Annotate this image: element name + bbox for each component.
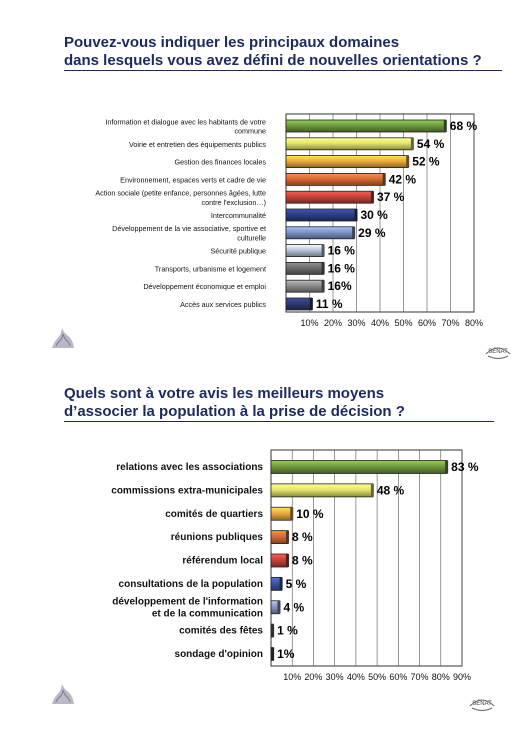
x-tick-label-90: 90% bbox=[452, 672, 472, 682]
value-label-4: 8 % bbox=[291, 553, 313, 568]
category-label-8: Transports, urbanisme et logement bbox=[154, 264, 266, 274]
value-label-2: 52 % bbox=[412, 154, 440, 169]
bar-3 bbox=[271, 531, 288, 544]
x-tick-label-50: 50% bbox=[394, 318, 413, 328]
x-tick-label-70: 70% bbox=[410, 672, 429, 682]
value-label-6: 29 % bbox=[358, 225, 386, 240]
category-label-6-1: et de la communication bbox=[151, 608, 263, 620]
question-1-title bbox=[64, 34, 482, 70]
senat-logo-text-2: SÉNAT bbox=[472, 701, 492, 707]
bar-cap-0 bbox=[445, 461, 448, 474]
bar-8 bbox=[286, 262, 324, 274]
bar-2 bbox=[286, 156, 408, 168]
category-label-2: comités de quartiers bbox=[165, 508, 263, 520]
category-label-7: Sécurité publique bbox=[210, 246, 266, 256]
bar-cap-1 bbox=[411, 138, 414, 150]
category-label-10: Accès aux services publics bbox=[180, 300, 266, 309]
category-label-5: Intercommunalité bbox=[210, 211, 266, 220]
question-1-underline bbox=[64, 70, 502, 71]
category-label-3: Environnement, espaces verts et cadre de vie bbox=[120, 175, 266, 185]
municipal-logo-icon-2 bbox=[48, 678, 78, 708]
category-label-0: relations avec les associations bbox=[116, 462, 263, 473]
x-tick-label-60: 60% bbox=[417, 318, 437, 328]
bar-6 bbox=[286, 227, 354, 239]
bar-0 bbox=[286, 120, 446, 132]
value-label-3: 42 % bbox=[388, 172, 417, 187]
x-tick-label-40: 40% bbox=[346, 672, 365, 682]
bar-cap-8 bbox=[271, 648, 274, 661]
chart-orientations bbox=[0, 110, 526, 335]
bar-4 bbox=[271, 554, 288, 567]
bar-5 bbox=[286, 209, 357, 221]
value-label-1: 48 % bbox=[376, 483, 405, 498]
value-label-1: 54 % bbox=[416, 136, 445, 151]
senat-logo-icon bbox=[484, 342, 512, 362]
category-label-6-1: culturelle bbox=[237, 233, 266, 243]
question-2-title bbox=[64, 385, 405, 421]
category-label-0-0: Information et dialogue avec les habitants de votre bbox=[105, 117, 266, 127]
category-label-2: Gestion des finances locales bbox=[174, 157, 266, 167]
x-tick-label-50: 50% bbox=[368, 672, 387, 682]
x-tick-label-40: 40% bbox=[370, 318, 390, 328]
value-label-4: 37 % bbox=[376, 190, 405, 205]
bar-cap-7 bbox=[271, 624, 274, 637]
question-1-line-2: dans lesquels vous avez défini de nouvelles orientations ? bbox=[64, 52, 482, 69]
value-label-7: 16 % bbox=[327, 243, 355, 258]
bar-cap-6 bbox=[277, 601, 280, 614]
question-2-line-1: Quels sont à votre avis les meilleurs moyens bbox=[64, 385, 385, 402]
bar-cap-6 bbox=[352, 227, 355, 239]
category-label-0-1: commune bbox=[234, 126, 266, 136]
category-label-9: Développement économique et emploi bbox=[143, 282, 266, 292]
bar-cap-3 bbox=[286, 531, 289, 544]
value-label-6: 4 % bbox=[283, 600, 305, 615]
x-tick-label-80: 80% bbox=[464, 318, 484, 328]
value-label-8: 16 % bbox=[327, 261, 355, 276]
bar-cap-5 bbox=[280, 577, 283, 590]
question-2-underline bbox=[64, 421, 494, 422]
x-tick-label-70: 70% bbox=[441, 318, 460, 328]
bar-2 bbox=[271, 507, 292, 520]
bar-3 bbox=[286, 173, 385, 185]
value-label-7: 1 % bbox=[277, 623, 298, 638]
category-label-6-0: développement de l'information bbox=[112, 596, 263, 608]
bar-cap-10 bbox=[310, 298, 313, 310]
bar-7 bbox=[286, 245, 324, 257]
question-1-line-1: Pouvez-vous indiquer les principaux domaines bbox=[64, 34, 400, 51]
value-label-8: 1% bbox=[277, 647, 295, 661]
x-tick-label-80: 80% bbox=[431, 672, 450, 682]
value-label-5: 30 % bbox=[360, 208, 388, 222]
x-tick-label-10: 10% bbox=[283, 672, 302, 682]
bar-cap-4 bbox=[371, 191, 374, 203]
category-label-6-0: Développement de la vie associative, sportive et bbox=[112, 224, 266, 234]
x-tick-label-60: 60% bbox=[389, 672, 408, 682]
category-label-4-1: contre l'exclusion…) bbox=[201, 197, 266, 207]
category-label-4-0: Action sociale (petite enfance, personnes âgées, lutte bbox=[95, 188, 266, 198]
bar-cap-9 bbox=[322, 280, 325, 292]
chart-participation bbox=[0, 450, 526, 690]
x-tick-label-20: 20% bbox=[323, 318, 343, 328]
bar-cap-2 bbox=[406, 156, 409, 168]
value-label-5: 5 % bbox=[285, 576, 307, 591]
municipal-logo-icon bbox=[48, 322, 78, 352]
x-tick-label-30: 30% bbox=[347, 318, 366, 328]
bar-cap-8 bbox=[322, 262, 325, 274]
bar-10 bbox=[286, 298, 312, 310]
value-label-3: 8 % bbox=[291, 530, 313, 545]
bar-cap-1 bbox=[371, 484, 374, 497]
x-tick-label-20: 20% bbox=[304, 672, 323, 682]
value-label-9: 16% bbox=[327, 279, 352, 294]
category-label-8: sondage d'opinion bbox=[174, 649, 263, 660]
question-2-line-2: d’associer la population à la prise de décision ? bbox=[64, 403, 405, 420]
bar-cap-4 bbox=[286, 554, 289, 567]
value-label-10: 11 % bbox=[315, 297, 343, 311]
category-label-4: référendum local bbox=[182, 555, 263, 567]
senat-logo-icon-2 bbox=[468, 694, 496, 714]
bar-9 bbox=[286, 280, 324, 292]
category-label-1: Voirie et entretien des équipements publics bbox=[128, 139, 266, 149]
value-label-0: 68 % bbox=[449, 119, 478, 133]
x-tick-label-10: 10% bbox=[300, 318, 319, 328]
category-label-5: consultations de la population bbox=[118, 578, 263, 590]
category-label-7: comités des fêtes bbox=[179, 625, 263, 637]
value-label-2: 10 % bbox=[296, 506, 324, 521]
x-tick-label-30: 30% bbox=[325, 672, 344, 682]
bar-cap-3 bbox=[383, 173, 386, 185]
bar-cap-5 bbox=[355, 209, 358, 221]
bar-0 bbox=[271, 461, 447, 474]
bar-cap-7 bbox=[322, 245, 325, 257]
bar-cap-2 bbox=[290, 507, 293, 520]
bar-cap-0 bbox=[444, 120, 447, 132]
bar-1 bbox=[286, 138, 413, 150]
senat-logo-text-1: SÉNAT bbox=[488, 349, 508, 355]
category-label-1: commissions extra-municipales bbox=[111, 485, 263, 497]
category-label-3: réunions publiques bbox=[170, 532, 263, 544]
bar-1 bbox=[271, 484, 373, 497]
value-label-0: 83 % bbox=[451, 460, 479, 474]
bar-4 bbox=[286, 191, 373, 203]
